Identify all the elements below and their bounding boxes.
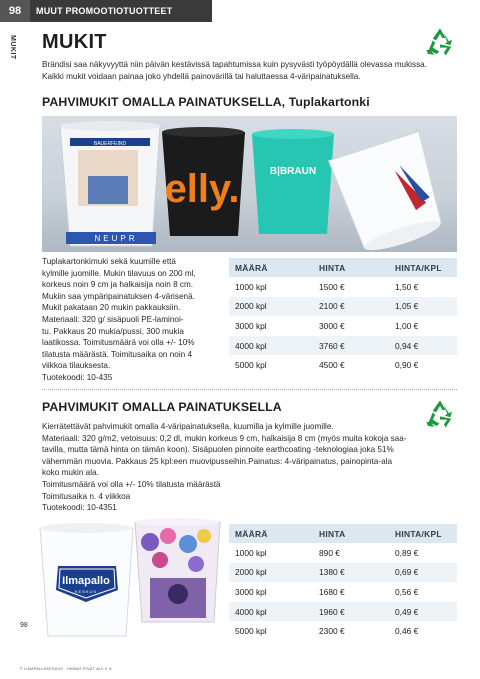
product1-photo bbox=[42, 116, 457, 252]
cup-ilmapallo bbox=[40, 523, 133, 636]
intro-text: Brändisi saa näkyvyyttä niin päivän kestävissä tapahtumissa kuin pysyvästi työpöydällä olevassa mukissa. Kaikki mukit voidaan painaa joko yhdellä painovärillä tai haluttaessa 4-väripainatuksella. bbox=[42, 60, 428, 81]
table-row: 2000 kpl 1380 € 0,69 € bbox=[229, 563, 457, 583]
cup-sub-text: KESKUS bbox=[74, 589, 98, 594]
col-header-unit-price: HINTA/KPL bbox=[389, 258, 457, 277]
col-header-quantity: MÄÄRÄ bbox=[229, 524, 313, 543]
cup-bbraun bbox=[252, 129, 334, 234]
cup-bauerfeind bbox=[60, 121, 160, 246]
product2-description: Kierrätettävät pahvimukit omalla 4-väripainatuksella, kuumilla ja kylmille juomille. Materiaali: 320 g/m2, vetoisuus: 0,2 dl, mukin korkeus 9 cm, halkaisija 8 cm (myös muita kokoja saa- tavilla, mutta tämä hinta on tämän koon). Sisäpuolen pinnoite earthcoating -teknologiaa joka 51% vähemmän muovia. Pakkaus 25 kpl:een muovipusseihin.Painatus: 4-väripainatus, painopinta-ala koko mukin ala. Toimitusmäärä voi olla +/- 10% tilatusta määrästä Toimitusaika n. 4 viikkoa Tuotekoodi: 10-4351 bbox=[42, 422, 407, 513]
table-row: 3000 kpl 1680 € 0,56 € bbox=[235, 586, 419, 597]
col-header-price: HINTA bbox=[313, 524, 389, 543]
table-row: 4000 kpl 1960 € 0,49 € bbox=[229, 602, 457, 622]
col-header-unit-price: HINTA/KPL bbox=[389, 524, 457, 543]
product1-description: Tuplakartonkimuki sekä kuumille että kylmille juomille. Mukin tilavuus on 200 ml, korkeus noin 9 cm ja halkaisija noin 8 cm. Mukiin saa ympäripainatuksen 4-värisenä. Mukit pakataan 20 mukin pakkauksiin. Materiaali: 320 g/ sisäpuoli PE-laminoi- tu. Pakkaus 20 mukia/pussi, 300 mukia laatikossa. Toimitusmäärä voi olla +/- 10% tilatusta määrästä. Toimitusaika on noin 4 viikkoa tilauksesta. Tuotekoodi: 10-435 bbox=[42, 257, 196, 382]
product2-price-table bbox=[229, 524, 457, 641]
product1-price-table bbox=[229, 258, 457, 375]
cup1-band-text: NEUPR bbox=[94, 234, 138, 243]
page-title: MUKIT bbox=[42, 31, 107, 53]
footer-note: © ILMAPALLOKESKUS · HINNAT EIVÄT ALV 0 % bbox=[20, 667, 113, 671]
table-row: 5000 kpl 2300 € 0,46 € bbox=[235, 626, 419, 637]
cup-elly bbox=[162, 127, 245, 236]
side-label-text: MUKIT bbox=[9, 35, 16, 60]
header-bar bbox=[0, 0, 212, 22]
col-header-price: HINTA bbox=[313, 258, 389, 277]
table-row: 3000 kpl 3000 € 1,00 € bbox=[235, 320, 419, 331]
recycle-icon bbox=[424, 26, 456, 58]
side-label bbox=[2, 35, 16, 85]
table-row: 4000 kpl 3760 € 0,94 € bbox=[229, 336, 457, 356]
product1-heading: PAHVIMUKIT OMALLA PAINATUKSELLA, Tuplakartonki bbox=[42, 95, 370, 109]
table-row: 2000 kpl 2100 € 1,05 € bbox=[229, 297, 457, 317]
product2-heading: PAHVIMUKIT OMALLA PAINATUKSELLA bbox=[42, 400, 282, 414]
table-row: 5000 kpl 4500 € 0,90 € bbox=[235, 360, 419, 371]
section-divider bbox=[42, 389, 457, 390]
header-page-number: 98 bbox=[0, 0, 30, 22]
cup2-text: elly. bbox=[164, 167, 240, 211]
cup-white-tipped bbox=[329, 131, 451, 252]
cup-brand-text: Ilmapallo bbox=[62, 575, 110, 587]
header-section-title: MUUT PROMOOTIOTUOTTEET bbox=[36, 6, 173, 16]
col-header-quantity: MÄÄRÄ bbox=[229, 258, 313, 277]
product2-photo bbox=[38, 518, 223, 638]
cup-balloons bbox=[135, 518, 220, 622]
cup3-text: B|BRAUN bbox=[269, 166, 317, 177]
table-row: 1000 kpl 890 € 0,89 € bbox=[235, 547, 419, 558]
cup1-brand-text: BAUERFEIND bbox=[93, 141, 127, 147]
footer-page-number: 98 bbox=[20, 622, 28, 629]
table-row: 1000 kpl 1500 € 1,50 € bbox=[235, 281, 419, 292]
